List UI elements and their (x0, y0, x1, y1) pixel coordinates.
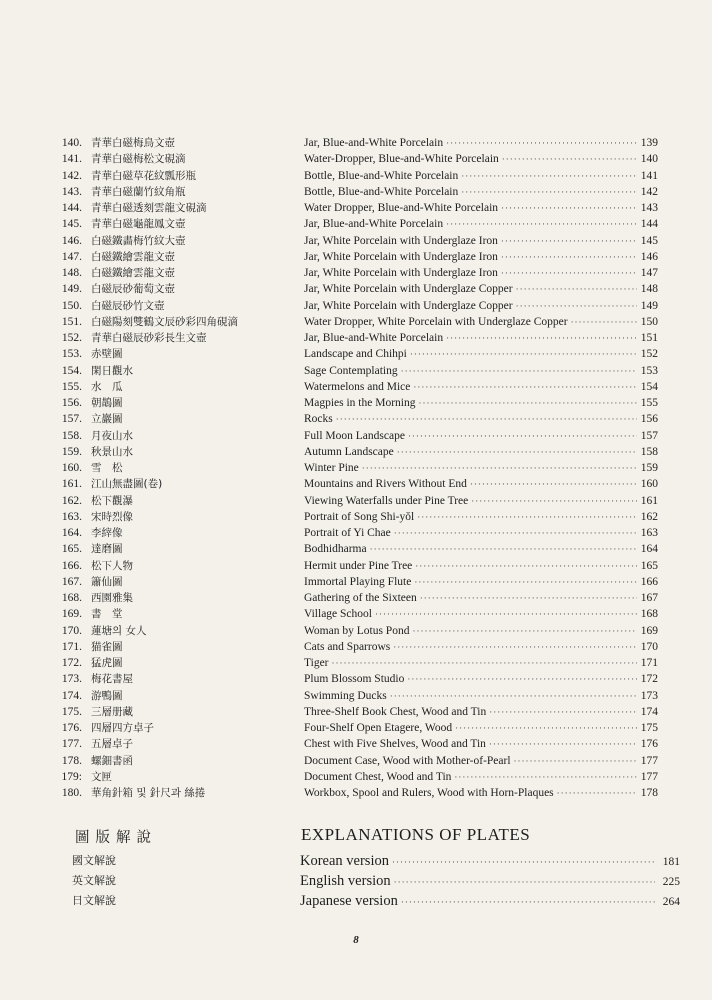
plate-korean-title: 青華白磁梅鳥文壺 (91, 137, 175, 149)
plate-english-title: Magpies in the Morning (304, 397, 416, 409)
plate-english-title: Immortal Playing Flute (304, 575, 412, 588)
plate-row (0, 135, 712, 151)
plate-korean-title: 白磁辰砂竹文壺 (91, 299, 165, 312)
plate-row (0, 395, 712, 411)
plate-english-title: Mountains and Rivers Without End (304, 478, 467, 491)
plate-row (0, 590, 712, 606)
leader-dots (470, 476, 637, 492)
plate-english-title: Bodhidharma (304, 543, 367, 556)
plate-number: 161. (61, 478, 82, 491)
plate-page-number: 147 (640, 267, 658, 279)
plate-korean-title: 宋時烈像 (91, 510, 133, 523)
leader-dots (489, 736, 637, 752)
plate-row (0, 200, 712, 216)
plate-page-number: 155 (640, 397, 658, 409)
plate-row (0, 736, 712, 752)
leader-dots (516, 298, 637, 314)
plate-english-title: Water-Dropper, Blue-and-White Porcelain (304, 153, 499, 166)
plate-number: 175. (61, 705, 82, 718)
plate-page-number: 173 (640, 689, 658, 702)
plate-page-number: 175 (640, 722, 658, 734)
plate-number: 163. (61, 510, 82, 523)
plate-page-number: 167 (640, 592, 658, 604)
plate-korean-title: 白磁鐵畵梅竹紋大壺 (91, 234, 186, 247)
plate-english-title: Jar, Blue-and-White Porcelain (304, 137, 444, 149)
plate-english-title: Plum Blossom Studio (304, 673, 405, 686)
plate-row (0, 151, 712, 167)
plate-row (0, 769, 712, 785)
plate-english-title: Water Dropper, Blue-and-White Porcelain (304, 202, 499, 214)
plate-number: 149. (61, 283, 82, 296)
leader-dots (501, 265, 637, 281)
plate-page-number: 159 (640, 462, 658, 474)
plate-number: 153. (61, 348, 82, 361)
explanations-english-heading: EXPLANATIONS OF PLATES (301, 825, 531, 844)
plate-english-title: Hermit under Pine Tree (304, 559, 413, 572)
plate-english-title: Rocks (304, 413, 333, 426)
plate-number: 165. (61, 543, 82, 556)
plate-english-title: Winter Pine (304, 462, 359, 474)
plate-korean-title: 朝鵲圖 (91, 397, 123, 409)
plate-number: 180. (61, 787, 82, 799)
leader-dots (446, 330, 637, 346)
plate-english-title: Jar, White Porcelain with Underglaze Iron (304, 250, 498, 263)
version-row-korean (0, 851, 712, 871)
plate-page-number: 164 (640, 543, 658, 556)
leader-dots (375, 606, 637, 622)
plate-row (0, 411, 712, 427)
plate-page-number: 152 (640, 348, 658, 361)
plate-english-title: Viewing Waterfalls under Pine Tree (304, 494, 469, 507)
leader-dots (390, 688, 637, 704)
plate-row (0, 688, 712, 704)
version-english-label: Korean version (300, 853, 389, 869)
plate-number: 155. (61, 380, 82, 393)
plate-row (0, 753, 712, 769)
explanations-korean-heading: 圖版解說 (75, 830, 157, 846)
plate-row (0, 785, 712, 801)
plate-number: 145. (61, 218, 82, 231)
plate-row (0, 720, 712, 736)
plate-number: 179: (61, 770, 82, 783)
plate-english-title: Document Case, Wood with Mother-of-Pearl (304, 754, 511, 767)
plate-row (0, 541, 712, 557)
plate-korean-title: 青華白磁龜龍鳳文壺 (91, 218, 186, 231)
leader-dots (502, 151, 637, 167)
plate-page-number: 172 (640, 673, 658, 686)
plate-row (0, 363, 712, 379)
leader-dots (408, 428, 637, 444)
plate-korean-title: 簫仙圖 (91, 575, 123, 588)
plate-korean-title: 雪 松 (91, 462, 123, 474)
plate-page-number: 166 (640, 575, 658, 588)
leader-dots (446, 135, 637, 151)
plate-row (0, 346, 712, 362)
plate-page-number: 177 (640, 754, 658, 767)
plate-page-number: 161 (640, 494, 658, 507)
plate-page-number: 170 (640, 640, 658, 653)
version-row-japanese (0, 891, 712, 911)
plate-korean-title: 文匣 (91, 770, 112, 783)
leader-dots (413, 379, 637, 395)
leader-dots (461, 184, 637, 200)
plate-number: 164. (61, 527, 82, 539)
plate-korean-title: 書 堂 (91, 608, 123, 621)
version-korean-label: 英文解說 (72, 874, 116, 887)
leader-dots (392, 852, 655, 872)
plate-number: 178. (61, 754, 82, 767)
plate-english-title: Portrait of Yi Chae (304, 527, 391, 539)
leader-dots (407, 671, 637, 687)
version-english-label: English version (300, 873, 391, 889)
plate-english-title: Jar, White Porcelain with Underglaze Copper (304, 299, 513, 312)
plate-page-number: 150 (640, 315, 658, 328)
leader-dots (394, 872, 655, 892)
plate-number: 158. (61, 429, 82, 442)
plate-korean-title: 西園雅集 (91, 592, 133, 604)
plate-english-title: Jar, Blue-and-White Porcelain (304, 218, 444, 231)
plate-row (0, 168, 712, 184)
plate-row (0, 476, 712, 492)
plate-number: 140. (61, 137, 82, 149)
plate-number: 146. (61, 234, 82, 247)
plate-english-title: Document Chest, Wood and Tin (304, 770, 452, 783)
leader-dots (455, 720, 637, 736)
plate-number: 174. (61, 689, 82, 702)
plate-korean-title: 白磁陽刻雙鶴文辰砂彩四角硯滴 (91, 315, 238, 328)
plate-number: 176. (61, 722, 82, 734)
plate-page-number: 145 (640, 234, 658, 247)
plate-english-title: Tiger (304, 657, 329, 669)
plate-english-title: Jar, Blue-and-White Porcelain (304, 332, 444, 344)
leader-dots (410, 346, 637, 362)
plate-page-number: 153 (640, 364, 658, 377)
plate-number: 166. (61, 559, 82, 572)
plate-korean-title: 水 瓜 (91, 380, 123, 393)
leader-dots (362, 460, 637, 476)
plate-korean-title: 梅花書屋 (91, 673, 133, 686)
plate-english-title: Four-Shelf Open Etagere, Wood (304, 722, 453, 734)
plate-page-number: 174 (640, 705, 658, 718)
plate-korean-title: 蓮塘의 女人 (91, 624, 147, 637)
leader-dots (401, 892, 655, 912)
plate-number: 143. (61, 185, 82, 198)
plate-number: 168. (61, 592, 82, 604)
page-folio: 8 (353, 934, 359, 946)
plate-page-number: 144 (640, 218, 658, 231)
plate-row (0, 558, 712, 574)
version-english-label: Japanese version (300, 893, 398, 909)
plate-page-number: 156 (640, 413, 658, 426)
plate-korean-title: 白磁鐵繪雲龍文壺 (91, 267, 175, 279)
leader-dots (401, 363, 637, 379)
plate-english-title: Autumn Landscape (304, 445, 394, 458)
plate-english-title: Village School (304, 608, 372, 621)
plate-number: 173. (61, 673, 82, 686)
plate-english-title: Water Dropper, White Porcelain with Underglaze Copper (304, 315, 568, 328)
plate-row (0, 281, 712, 297)
leader-dots (336, 411, 637, 427)
plate-page-number: 176 (640, 738, 658, 751)
plate-korean-title: 赤壁圖 (91, 348, 123, 361)
plate-row (0, 655, 712, 671)
plate-number: 172. (61, 657, 82, 669)
plate-row (0, 428, 712, 444)
plate-row (0, 444, 712, 460)
plate-english-title: Watermelons and Mice (304, 380, 411, 393)
plate-row (0, 639, 712, 655)
plate-page-number: 142 (640, 185, 658, 198)
plate-korean-title: 青華白磁辰砂彩長生文壺 (91, 332, 207, 344)
plate-korean-title: 五層卓子 (91, 738, 133, 751)
plate-english-title: Full Moon Landscape (304, 429, 405, 442)
plate-number: 147. (61, 250, 82, 263)
plate-page-number: 149 (640, 299, 658, 312)
plate-page-number: 154 (640, 380, 658, 393)
plate-row (0, 379, 712, 395)
plate-page-number: 146 (640, 250, 658, 263)
plate-number: 159. (61, 445, 82, 458)
version-korean-label: 日文解說 (72, 894, 116, 907)
plate-number: 141. (61, 153, 82, 166)
plate-korean-title: 青華白磁草花紋瓢形瓶 (91, 169, 196, 182)
plate-english-title: Jar, White Porcelain with Underglaze Iron (304, 234, 498, 247)
plate-page-number: 151 (640, 332, 658, 344)
plate-korean-title: 白磁鐵繪雲龍文壺 (91, 250, 175, 263)
plate-page-number: 140 (640, 153, 658, 166)
plate-row (0, 574, 712, 590)
plate-row (0, 265, 712, 281)
plate-page-number: 162 (640, 510, 658, 523)
leader-dots (394, 525, 637, 541)
plate-korean-title: 三層册藏 (91, 705, 133, 718)
version-page-number: 181 (662, 856, 680, 868)
plate-number: 177. (61, 738, 82, 751)
plate-english-title: Woman by Lotus Pond (304, 624, 410, 637)
plate-page-number: 177 (640, 770, 658, 783)
plate-number: 151. (61, 315, 82, 328)
leader-dots (501, 249, 637, 265)
leader-dots (454, 769, 637, 785)
plate-page-number: 171 (640, 657, 658, 669)
version-korean-label: 國文解說 (72, 854, 116, 867)
plate-number: 156. (61, 397, 82, 409)
plate-row (0, 460, 712, 476)
plate-number: 144. (61, 202, 82, 214)
leader-dots (393, 639, 637, 655)
plate-number: 171. (61, 640, 82, 653)
leader-dots (489, 704, 637, 720)
plate-row (0, 184, 712, 200)
plate-page-number: 168 (640, 608, 658, 621)
plate-list (0, 135, 712, 801)
plate-korean-title: 松下人物 (91, 559, 133, 572)
plate-english-title: Jar, White Porcelain with Underglaze Iron (304, 267, 498, 279)
plate-page-number: 158 (640, 445, 658, 458)
plate-korean-title: 月夜山水 (91, 429, 133, 442)
plate-page-number: 160 (640, 478, 658, 491)
plate-page-number: 139 (640, 137, 658, 149)
leader-dots (415, 558, 637, 574)
version-row-english (0, 871, 712, 891)
plate-english-title: Jar, White Porcelain with Underglaze Copper (304, 283, 513, 296)
plate-row (0, 671, 712, 687)
leader-dots (501, 233, 637, 249)
plate-korean-title: 江山無盡圖(卷) (91, 478, 163, 491)
plate-page-number: 165 (640, 559, 658, 572)
plate-number: 162. (61, 494, 82, 507)
leader-dots (571, 314, 637, 330)
plate-english-title: Portrait of Song Shi-yŏl (304, 510, 415, 523)
plate-page-number: 143 (640, 202, 658, 214)
plate-row (0, 314, 712, 330)
plate-number: 167. (61, 575, 82, 588)
leader-dots (332, 655, 638, 671)
plate-number: 170. (61, 624, 82, 637)
plate-row (0, 493, 712, 509)
plate-korean-title: 閑日觀水 (91, 364, 133, 377)
plate-korean-title: 秋景山水 (91, 445, 133, 458)
leader-dots (414, 574, 637, 590)
plate-row (0, 525, 712, 541)
plate-row (0, 623, 712, 639)
plate-page-number: 178 (640, 787, 658, 799)
leader-dots (516, 281, 637, 297)
leader-dots (471, 493, 637, 509)
plate-row (0, 233, 712, 249)
plate-english-title: Bottle, Blue-and-White Porcelain (304, 169, 459, 182)
plate-number: 142. (61, 169, 82, 182)
leader-dots (446, 216, 637, 232)
leader-dots (370, 541, 637, 557)
plate-korean-title: 螺鈿書函 (91, 754, 133, 767)
plate-number: 154. (61, 364, 82, 377)
plate-number: 160. (61, 462, 82, 474)
plate-korean-title: 猫雀圖 (91, 640, 123, 653)
leader-dots (514, 753, 637, 769)
plate-number: 152. (61, 332, 82, 344)
leader-dots (557, 785, 637, 801)
plate-row (0, 509, 712, 525)
plate-row (0, 298, 712, 314)
leader-dots (412, 623, 637, 639)
version-page-number: 225 (662, 876, 680, 888)
plate-korean-title: 游鴨圖 (91, 689, 123, 702)
plate-korean-title: 四層四方卓子 (91, 722, 154, 734)
plate-english-title: Landscape and Chihpi (304, 348, 407, 361)
plate-row (0, 216, 712, 232)
plate-korean-title: 猛虎圖 (91, 657, 123, 669)
plate-english-title: Chest with Five Shelves, Wood and Tin (304, 738, 486, 751)
leader-dots (501, 200, 637, 216)
plate-row (0, 606, 712, 622)
plate-page-number: 148 (640, 283, 658, 296)
leader-dots (420, 590, 637, 606)
plate-english-title: Bottle, Blue-and-White Porcelain (304, 185, 459, 198)
plate-page-number: 157 (640, 429, 658, 442)
plate-number: 150. (61, 299, 82, 312)
plate-korean-title: 白磁辰砂葡萄文壺 (91, 283, 175, 296)
version-page-number: 264 (662, 896, 680, 908)
plate-page-number: 163 (640, 527, 658, 539)
plate-korean-title: 李縡像 (91, 527, 123, 539)
plate-korean-title: 達磨圖 (91, 543, 123, 556)
plate-number: 148. (61, 267, 82, 279)
plate-english-title: Three-Shelf Book Chest, Wood and Tin (304, 705, 487, 718)
plate-english-title: Swimming Ducks (304, 689, 387, 702)
plate-english-title: Workbox, Spool and Rulers, Wood with Horn-Plaques (304, 787, 554, 799)
plate-row (0, 249, 712, 265)
plate-number: 169. (61, 608, 82, 621)
leader-dots (461, 168, 637, 184)
plate-number: 157. (61, 413, 82, 426)
plate-english-title: Gathering of the Sixteen (304, 592, 417, 604)
plate-english-title: Cats and Sparrows (304, 640, 391, 653)
plate-row (0, 330, 712, 346)
plate-english-title: Sage Contemplating (304, 364, 398, 377)
leader-dots (397, 444, 637, 460)
leader-dots (418, 395, 637, 411)
plate-page-number: 141 (640, 169, 658, 182)
plate-korean-title: 松下觀瀑 (91, 494, 133, 507)
plate-korean-title: 立巖圖 (91, 413, 123, 426)
plate-row (0, 704, 712, 720)
plate-korean-title: 青華白磁透刻雲龍文硯滴 (91, 202, 207, 214)
leader-dots (417, 509, 637, 525)
plate-page-number: 169 (640, 624, 658, 637)
plate-korean-title: 青華白磁梅松文硯滴 (91, 153, 186, 166)
plate-korean-title: 華角針箱 및 針尺과 絲捲 (91, 787, 206, 799)
plate-korean-title: 青華白磁蘭竹紋角瓶 (91, 185, 186, 198)
